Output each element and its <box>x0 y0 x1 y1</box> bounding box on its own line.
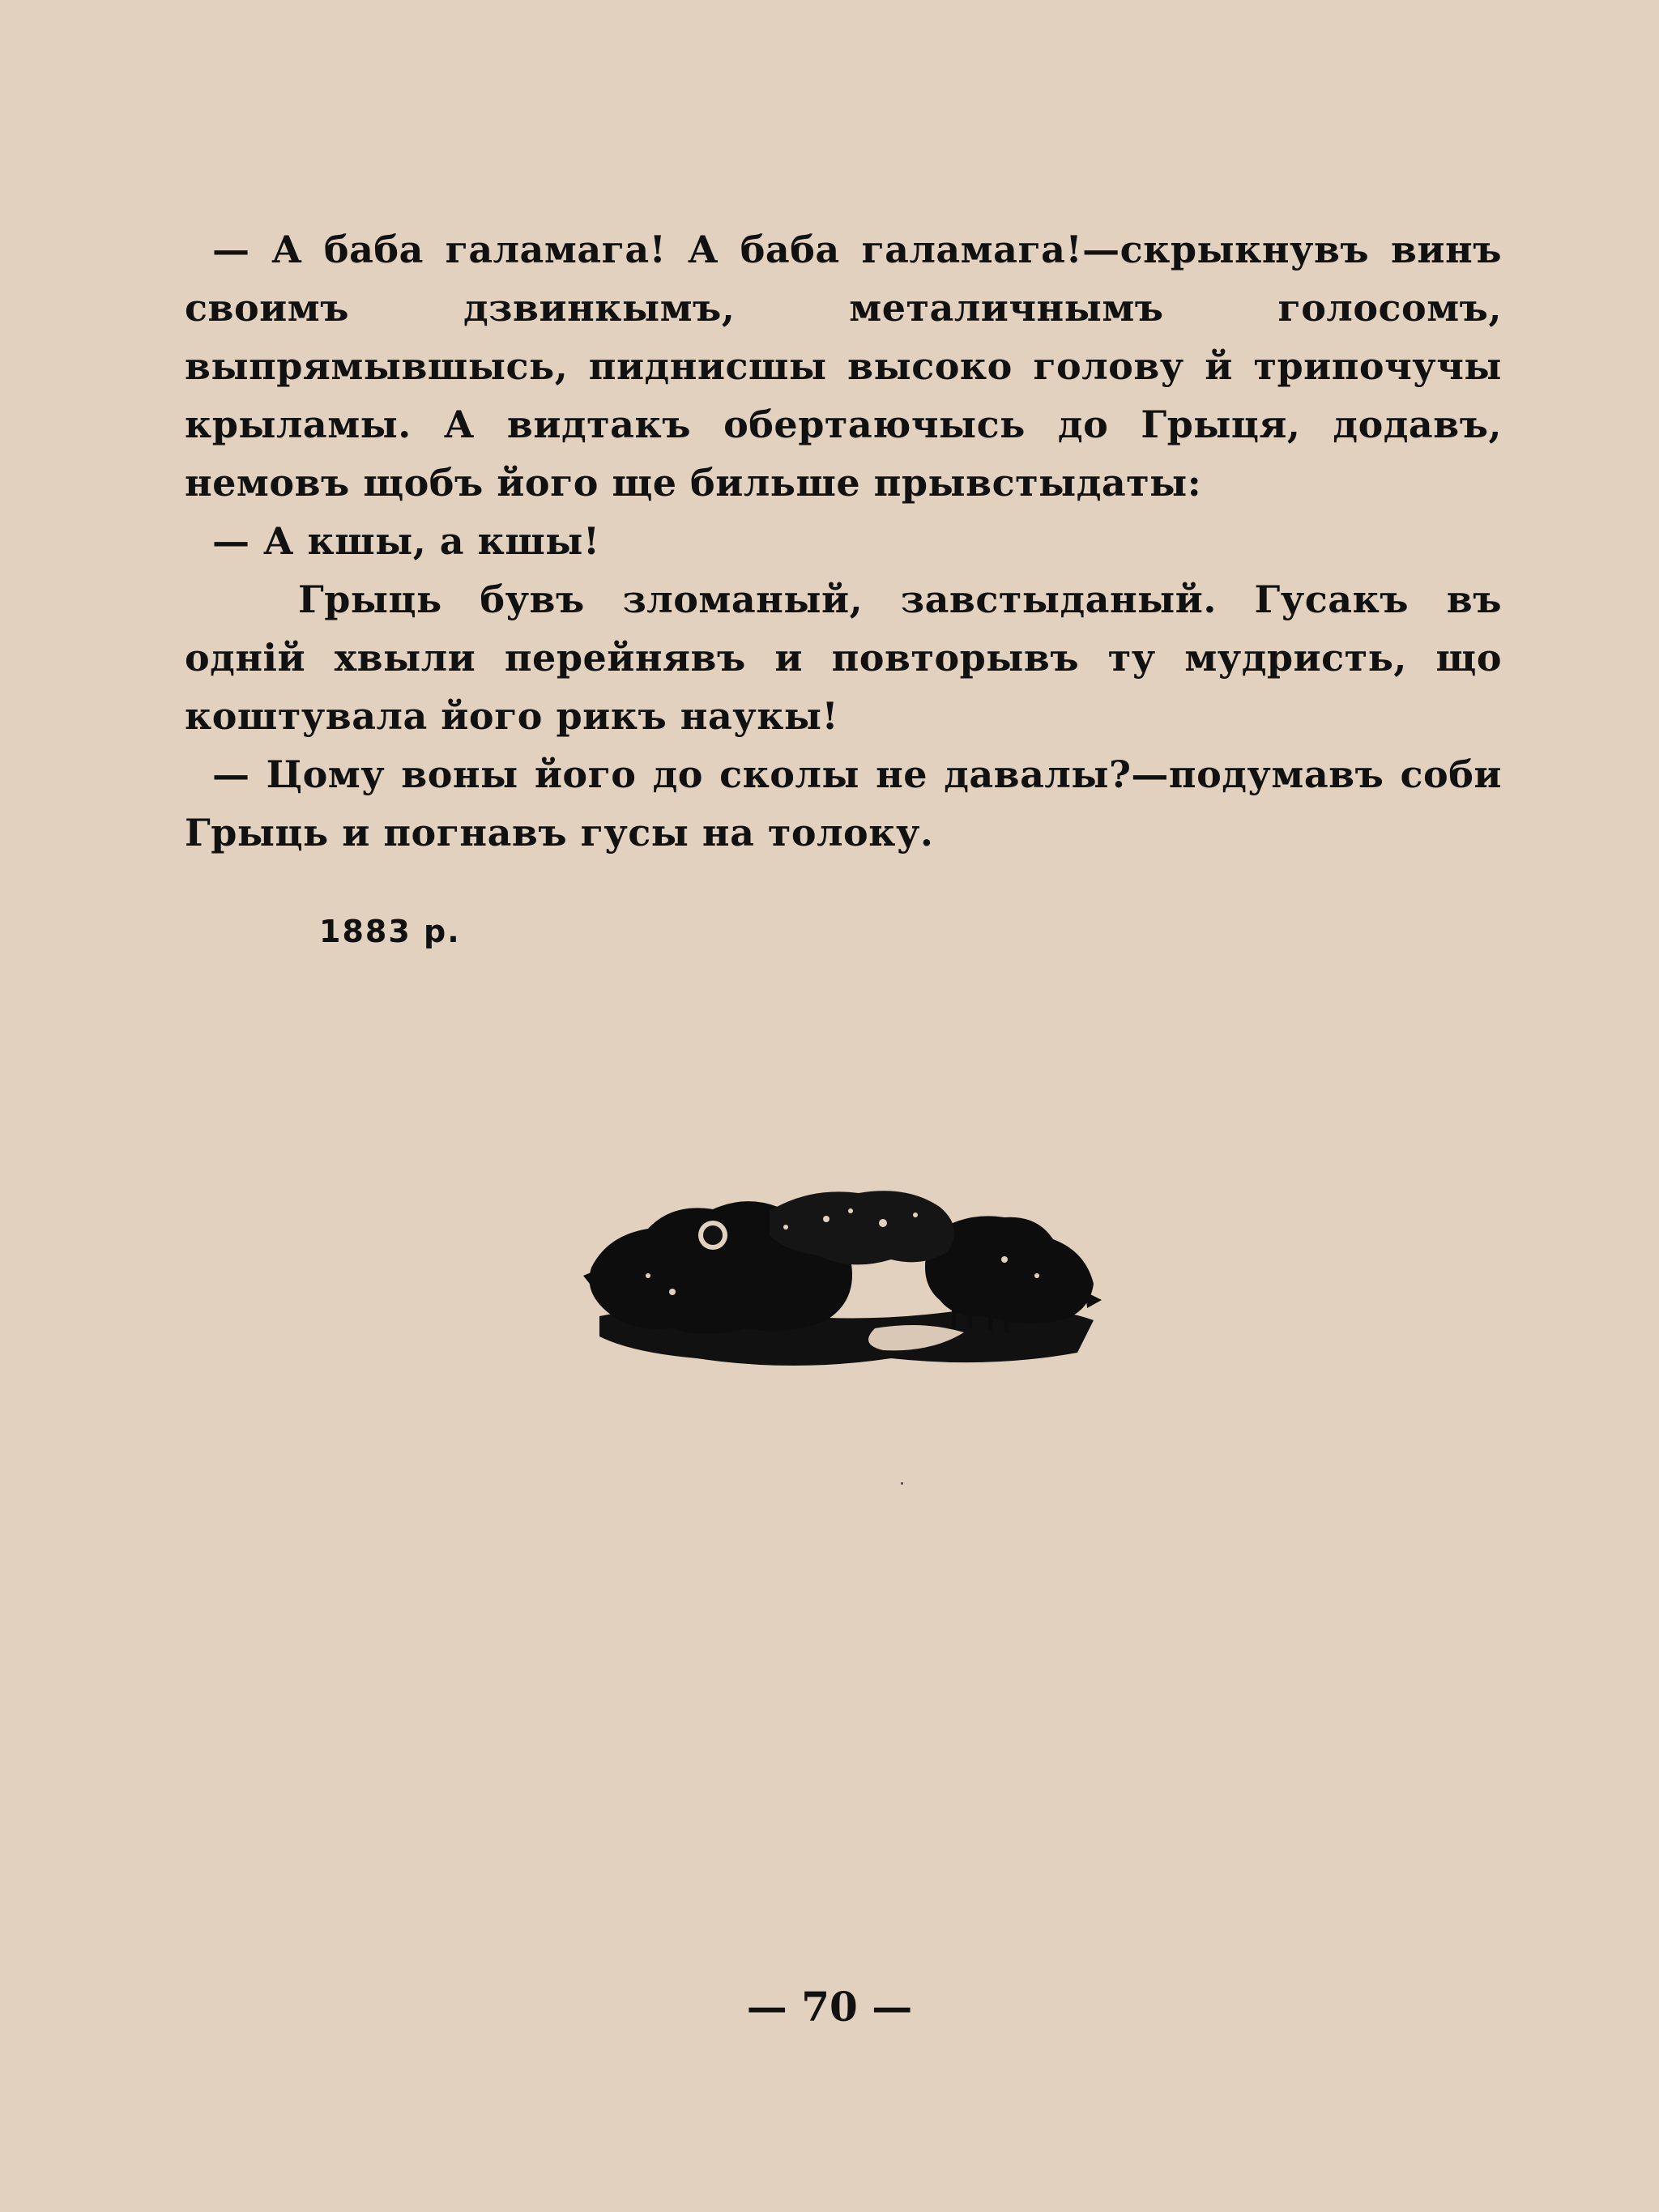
page-number: — 70 — <box>746 1983 913 2031</box>
paragraph-hryts-broken: Грыць бувъ зломаный, завстыданый. Гусакъ въ одній хвыли перейнявъ и повторывъ ту мудристь, що коштувала його рикъ наукы! <box>185 578 1502 738</box>
paragraph-kshy: — А кшы, а кшы! <box>212 519 600 563</box>
tree-vignette-illustration <box>583 1178 1102 1381</box>
date-line: 1883 р. <box>319 914 461 949</box>
paper-speck <box>901 1482 903 1485</box>
body-text <box>185 220 1502 862</box>
paragraph-goose-cry: — А баба галамага! А баба галамага!—скрыкнувъ винъ своимъ дзвинкымъ, металичнымъ голосомъ, выпрямывшысь, пиднисшы высоко голову й трипочучы крыламы. А видтакъ обертаючысь до Грыця, додавъ, немовъ щобъ його ще бильше прывстыдаты: <box>185 228 1502 505</box>
paragraph-thought: — Цому воны його до сколы не давалы?—подумавъ соби Грыць и погнавъ гусы на толоку. <box>185 752 1502 855</box>
